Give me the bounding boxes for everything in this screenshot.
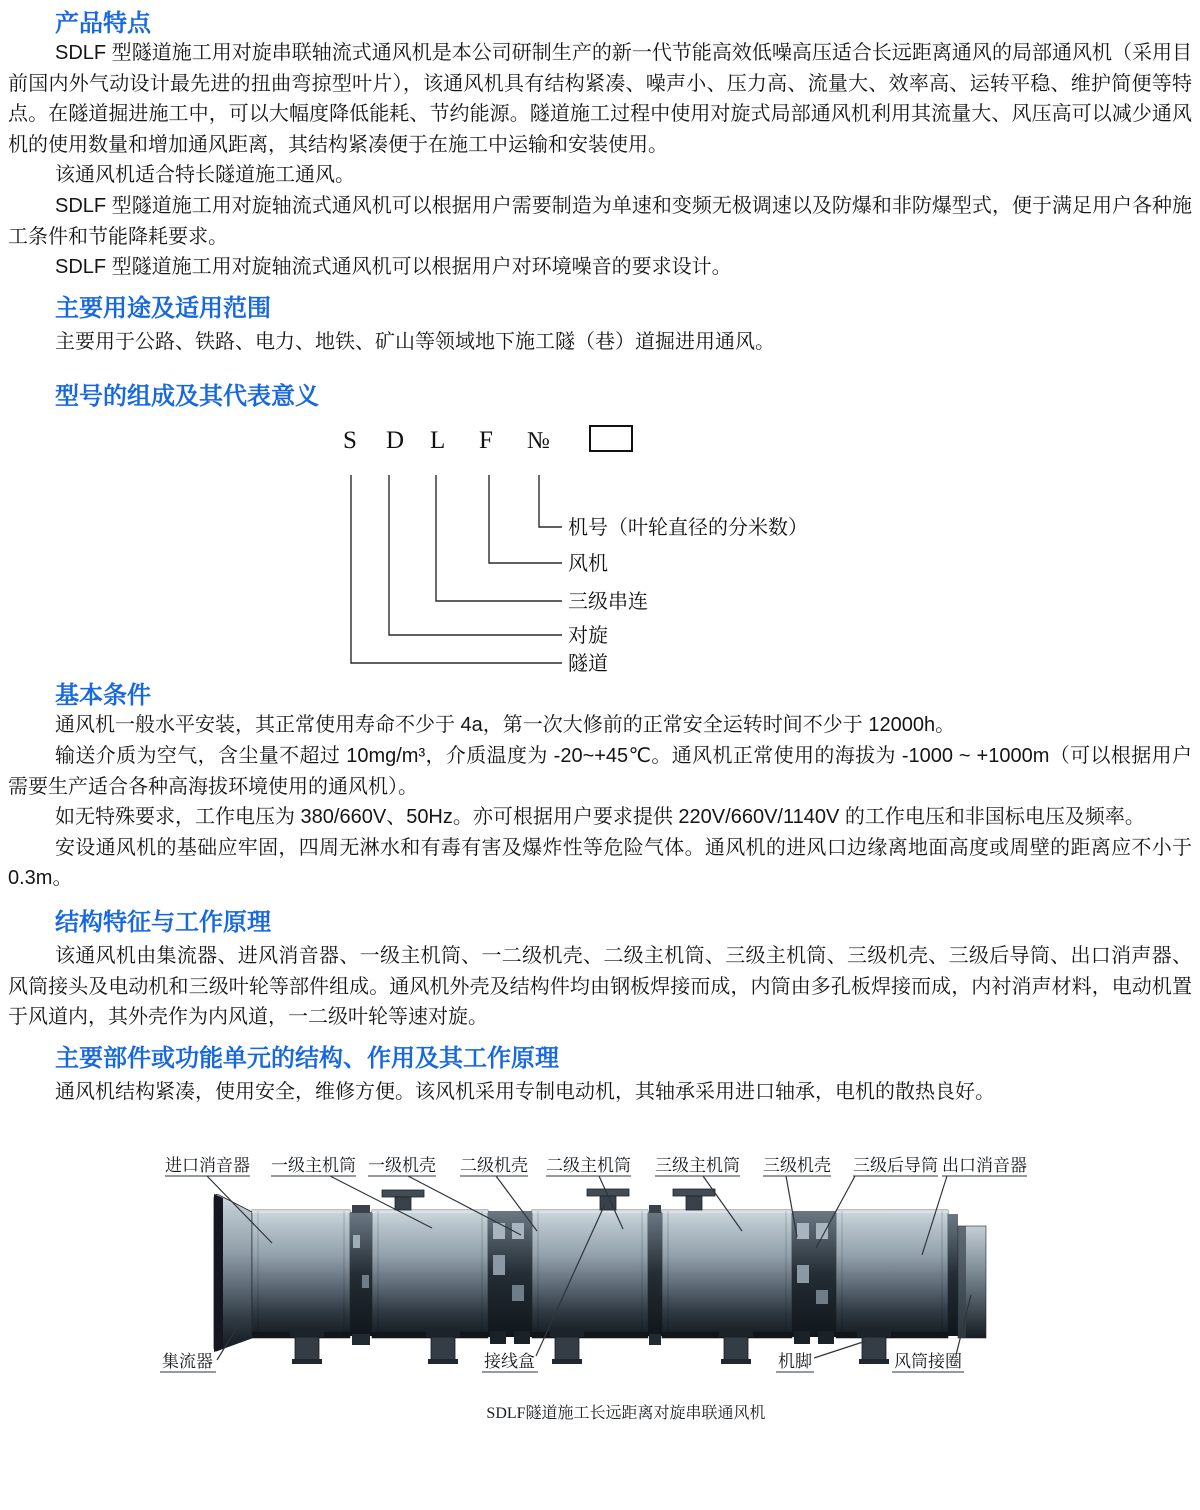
machine-foot-1	[290, 1328, 324, 1364]
machine-foot-4	[719, 1328, 753, 1364]
model-letter-s: S	[343, 427, 357, 455]
inlet-collector-mouth	[214, 1194, 223, 1352]
heading-main-usage: 主要用途及适用范围	[55, 294, 271, 322]
joint-ring-4	[792, 1211, 836, 1344]
junction-box-1	[382, 1190, 424, 1210]
label-stage3-rear-guide: 三级后导筒	[853, 1156, 938, 1176]
machine-foot-5	[857, 1328, 891, 1364]
leader-line-f	[489, 475, 562, 563]
paragraph-conditions-2: 输送介质为空气，含尘量不超过 10mg/m³，介质温度为 -20~+45℃。通风机正常使用的海拔为 -1000 ~ +1000m（可以根据用户需要生产适合各种高海拔环境使用的通风机）。	[8, 744, 1192, 798]
label-duct-collar: 风筒接圈	[894, 1352, 962, 1372]
model-label-three-stage-series: 三级串连	[568, 591, 648, 614]
model-leader-lines	[351, 475, 562, 663]
label-stage2-casing: 二级机壳	[460, 1156, 528, 1176]
model-label-fan: 风机	[568, 553, 608, 576]
paragraph-conditions-3: 如无特殊要求，工作电压为 380/660V、50Hz。亦可根据用户要求提供 220V/660V/1140V 的工作电压和非国标电压及频率。	[55, 806, 1145, 829]
paragraph-conditions-1: 通风机一般水平安装，其正常使用寿命不少于 4a，第一次大修前的正常安全运转时间不少于 12000h。	[55, 714, 956, 737]
label-junction-box: 接线盒	[484, 1352, 535, 1372]
heading-main-components: 主要部件或功能单元的结构、作用及其工作原理	[55, 1044, 559, 1072]
joint-ring-3	[648, 1205, 662, 1345]
model-letter-d: D	[386, 427, 405, 455]
cylinder-section-1	[252, 1210, 350, 1338]
label-collector: 集流器	[162, 1352, 213, 1372]
model-labels	[568, 516, 808, 675]
machine-foot-2	[426, 1328, 460, 1364]
heading-model-composition: 型号的组成及其代表意义	[55, 383, 319, 411]
heading-product-features: 产品特点	[55, 10, 151, 37]
cylinder-section-3	[532, 1210, 648, 1338]
model-code-diagram-svg	[0, 410, 1200, 676]
fan-assembly-diagram	[0, 1135, 1200, 1450]
label-stage3-main-barrel: 三级主机筒	[655, 1156, 740, 1176]
heading-basic-conditions: 基本条件	[55, 682, 151, 710]
model-label-fan-number: 机号（叶轮直径的分米数）	[568, 517, 808, 540]
paragraph-features-1: SDLF 型隧道施工用对旋串联轴流式通风机是本公司研制生产的新一代节能高效低噪高压适合长远距离通风的局部通风机（采用目前国内外气动设计最先进的扭曲弯掠型叶片），该通风机具有结构紧凑、噪声小、压力高、流量大、效率高、运转平稳、维护简便等特点。在隧道掘进施工中，可以大幅度降低能耗、节约能源。隧道施工过程中使用对旋式局部通风机利用其流量大、风压高可以减少通风机的使用数量和增加通风距离，其结构紧凑便于在施工中运输和安装使用。	[8, 42, 1192, 156]
label-machine-foot: 机脚	[778, 1352, 812, 1372]
model-letter-f: F	[479, 427, 493, 455]
fan-assembly-svg	[0, 1135, 1200, 1450]
model-letter-l: L	[430, 427, 446, 455]
paragraph-usage-1: 主要用于公路、铁路、电力、地铁、矿山等领域地下施工隧（巷）道掘进用通风。	[55, 330, 775, 353]
model-number-box	[590, 426, 632, 451]
fan-diagram-caption: SDLF隧道施工长远距离对旋串联通风机	[486, 1405, 766, 1423]
model-letters	[343, 427, 550, 454]
paragraph-components-1: 通风机结构紧凑，使用安全，维修方便。该风机采用专制电动机，其轴承采用进口轴承，电机的散热良好。	[55, 1080, 995, 1103]
junction-boxes	[382, 1189, 715, 1210]
label-stage1-main-barrel: 一级主机筒	[271, 1156, 356, 1176]
cylinder-section-4	[662, 1210, 792, 1338]
machine-foot-3	[550, 1328, 584, 1364]
fan-top-labels	[165, 1156, 1027, 1175]
outlet-ring	[948, 1214, 958, 1336]
junction-box-3	[673, 1189, 715, 1210]
paragraph-structure-1: 该通风机由集流器、进风消音器、一级主机筒、一二级机壳、二级主机筒、三级主机筒、三级机壳、三级后导筒、出口消声器、风筒接头及电动机和三级叶轮等部件组成。通风机外壳及结构件均由钢板焊接而成，内筒由多孔板焊接而成，内衬消声材料，电动机置于风道内，其外壳作为内风道，一二级叶轮等速对旋。	[8, 944, 1192, 1029]
leader-line-d	[389, 475, 562, 635]
paragraph-conditions-4: 安设通风机的基础应牢固，四周无淋水和有毒有害及爆炸性等危险气体。通风机的进风口边缘离地面高度或周壁的距离应不小于 0.3m。	[8, 836, 1192, 890]
paragraph-features-4: SDLF 型隧道施工用对旋轴流式通风机可以根据用户对环境噪音的要求设计。	[55, 256, 732, 279]
label-outlet-silencer: 出口消音器	[942, 1156, 1027, 1176]
joint-ring-1	[350, 1205, 372, 1345]
paragraph-features-3: SDLF 型隧道施工用对旋轴流式通风机可以根据用户需要制造为单速和变频无极调速以及防爆和非防爆型式，便于满足用户各种施工条件和节能降耗要求。	[8, 194, 1192, 248]
joint-ring-2	[488, 1211, 532, 1344]
label-stage2-main-barrel: 二级主机筒	[546, 1156, 631, 1176]
cylinder-section-2	[372, 1210, 488, 1338]
model-code-diagram	[0, 410, 1200, 676]
label-stage3-casing: 三级机壳	[763, 1156, 831, 1176]
model-label-contra-rotating: 对旋	[568, 625, 608, 648]
label-inlet-silencer: 进口消音器	[165, 1156, 250, 1176]
model-letter-no: №	[527, 428, 550, 455]
leader-line-l	[436, 475, 562, 601]
junction-box-2	[587, 1189, 629, 1210]
heading-structure-principle: 结构特征与工作原理	[55, 908, 271, 936]
label-stage1-casing: 一级机壳	[368, 1156, 436, 1176]
paragraph-features-2: 该通风机适合特长隧道施工通风。	[55, 164, 355, 187]
model-label-tunnel: 隧道	[568, 653, 608, 676]
leader-line-no	[539, 475, 562, 527]
cylinder-section-5	[836, 1210, 948, 1338]
